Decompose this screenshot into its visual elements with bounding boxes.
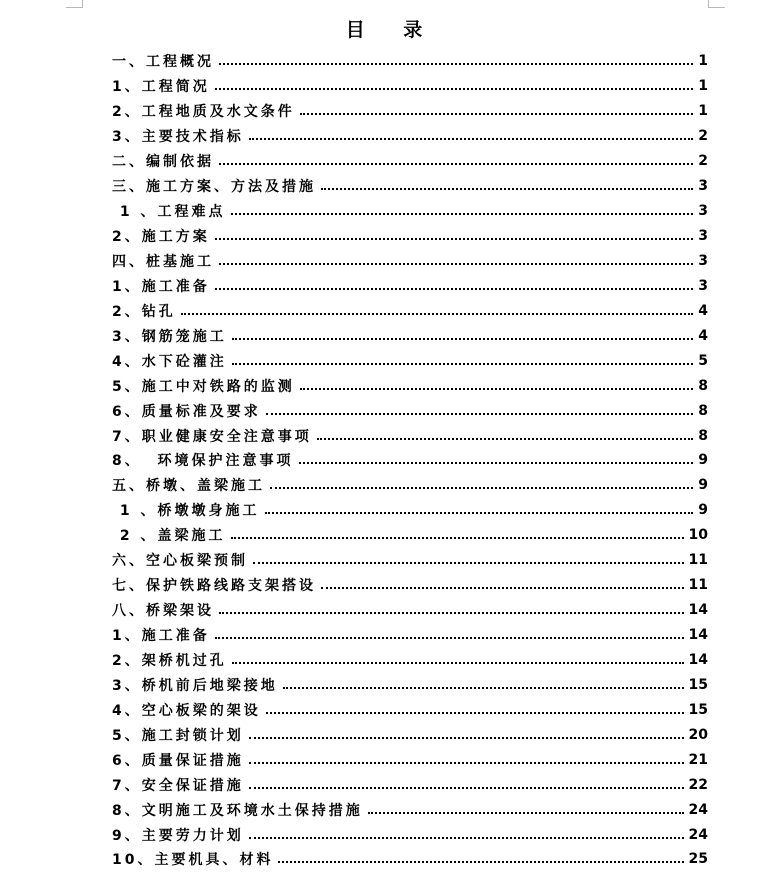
toc-dot-leader — [253, 562, 684, 564]
toc-entry[interactable] — [112, 398, 708, 423]
toc-entry-page-number: 4 — [698, 302, 708, 319]
toc-entry-label: 七、保护铁路线路支架搭设 — [112, 578, 316, 595]
toc-dot-leader — [181, 313, 694, 315]
toc-dot-leader — [283, 687, 684, 689]
toc-entry-label: 二、编制依据 — [112, 154, 214, 171]
toc-dot-leader — [300, 113, 694, 115]
toc-entry-label: 1、施工准备 — [112, 278, 210, 295]
toc-entry-page-number: 9 — [698, 502, 708, 519]
toc-entry[interactable] — [112, 74, 708, 99]
toc-entry-page-number: 2 — [698, 128, 708, 145]
toc-entry[interactable] — [112, 348, 708, 373]
toc-entry-page-number: 3 — [698, 178, 708, 195]
toc-entry-label: 6、质量标准及要求 — [112, 403, 261, 420]
toc-entry-label: 9、主要劳力计划 — [112, 827, 244, 844]
table-of-contents — [112, 49, 708, 872]
toc-entry-page-number: 14 — [688, 651, 708, 668]
toc-entry-page-number: 15 — [688, 676, 708, 693]
toc-entry[interactable] — [112, 573, 708, 598]
toc-entry[interactable] — [112, 224, 708, 249]
toc-dot-leader — [321, 587, 684, 589]
toc-dot-leader — [219, 263, 693, 265]
toc-entry[interactable] — [112, 722, 708, 747]
toc-dot-leader — [299, 462, 694, 464]
toc-entry-label: 4、空心板梁的架设 — [112, 702, 261, 719]
toc-entry-page-number: 25 — [688, 851, 708, 868]
toc-entry-label: 1 、工程难点 — [112, 204, 226, 221]
toc-dot-leader — [215, 288, 694, 290]
toc-dot-leader — [249, 138, 694, 140]
toc-entry-page-number: 9 — [698, 452, 708, 469]
toc-entry-page-number: 9 — [698, 477, 708, 494]
toc-entry-label: 4、水下砼灌注 — [112, 353, 227, 370]
toc-entry-label: 10、主要机具、材料 — [112, 852, 274, 869]
toc-entry-page-number: 24 — [688, 801, 708, 818]
toc-entry-page-number: 10 — [688, 527, 708, 544]
page-corner-mark-left — [66, 0, 83, 8]
toc-entry-page-number: 1 — [698, 103, 708, 120]
toc-entry[interactable] — [112, 149, 708, 174]
toc-entry-page-number: 8 — [698, 402, 708, 419]
toc-entry[interactable] — [112, 49, 708, 74]
toc-entry[interactable] — [112, 423, 708, 448]
toc-dot-leader — [249, 737, 684, 739]
toc-dot-leader — [317, 438, 694, 440]
toc-entry-label: 四、桩基施工 — [112, 253, 214, 270]
toc-dot-leader — [300, 388, 694, 390]
toc-entry-label: 2、工程地质及水文条件 — [112, 104, 295, 121]
toc-entry-page-number: 24 — [688, 826, 708, 843]
page-corner-mark-right — [708, 0, 725, 8]
toc-entry-label: 2、施工方案 — [112, 229, 210, 246]
toc-entry-page-number: 8 — [698, 377, 708, 394]
toc-entry[interactable] — [112, 174, 708, 199]
toc-entry-page-number: 20 — [688, 726, 708, 743]
toc-entry[interactable] — [112, 124, 708, 149]
toc-entry-label: 1 、桥墩墩身施工 — [112, 503, 260, 520]
toc-dot-leader — [249, 837, 684, 839]
toc-dot-leader — [266, 712, 684, 714]
toc-entry-label: 一、工程概况 — [112, 54, 214, 71]
toc-entry-label: 5、施工中对铁路的监测 — [112, 378, 295, 395]
toc-entry-page-number: 8 — [698, 427, 708, 444]
toc-entry[interactable] — [112, 498, 708, 523]
toc-entry-label: 三、施工方案、方法及措施 — [112, 179, 316, 196]
toc-entry-page-number: 15 — [688, 701, 708, 718]
toc-dot-leader — [219, 163, 693, 165]
toc-dot-leader — [249, 787, 684, 789]
toc-entry-label: 5、施工封锁计划 — [112, 727, 244, 744]
toc-entry-label: 八、桥梁架设 — [112, 603, 214, 620]
toc-entry-label: 2、钻孔 — [112, 303, 176, 320]
toc-entry-page-number: 1 — [698, 78, 708, 95]
toc-entry-page-number: 3 — [698, 277, 708, 294]
toc-entry-label: 8、文明施工及环境水土保持措施 — [112, 802, 363, 819]
toc-entry[interactable] — [112, 323, 708, 348]
toc-entry-page-number: 4 — [698, 327, 708, 344]
toc-entry-page-number: 22 — [688, 776, 708, 793]
toc-dot-leader — [249, 762, 684, 764]
toc-entry-label: 五、桥墩、盖梁施工 — [112, 478, 265, 495]
toc-entry-label: 1、施工准备 — [112, 628, 210, 645]
toc-entry[interactable] — [112, 598, 708, 623]
toc-dot-leader — [219, 612, 684, 614]
toc-entry[interactable] — [112, 822, 708, 847]
toc-title: 目 录 — [345, 19, 439, 41]
toc-entry-label: 2 、盖梁施工 — [112, 528, 226, 545]
toc-entry[interactable] — [112, 623, 708, 648]
toc-entry[interactable] — [112, 523, 708, 548]
toc-entry-page-number: 5 — [698, 352, 708, 369]
toc-entry-page-number: 1 — [698, 53, 708, 70]
toc-entry[interactable] — [112, 847, 708, 872]
toc-entry-label: 8、 环境保护注意事项 — [112, 453, 294, 470]
toc-dot-leader — [265, 512, 694, 514]
toc-dot-leader — [215, 637, 684, 639]
toc-dot-leader — [232, 338, 694, 340]
toc-dot-leader — [231, 537, 684, 539]
toc-entry[interactable] — [112, 672, 708, 697]
toc-dot-leader — [278, 861, 683, 863]
toc-entry[interactable] — [112, 697, 708, 722]
toc-entry-label: 3、钢筋笼施工 — [112, 328, 227, 345]
toc-entry-page-number: 3 — [698, 252, 708, 269]
toc-entry[interactable] — [112, 273, 708, 298]
toc-entry-page-number: 11 — [688, 577, 708, 594]
toc-dot-leader — [232, 662, 684, 664]
toc-entry-label: 2、架桥机过孔 — [112, 652, 227, 669]
toc-entry-page-number: 14 — [688, 602, 708, 619]
toc-entry-page-number: 11 — [688, 552, 708, 569]
toc-entry-page-number: 2 — [698, 153, 708, 170]
toc-entry-label: 3、桥机前后地梁接地 — [112, 677, 278, 694]
toc-entry-page-number: 21 — [688, 751, 708, 768]
toc-entry[interactable] — [112, 473, 708, 498]
toc-entry-label: 7、安全保证措施 — [112, 777, 244, 794]
toc-entry[interactable] — [112, 448, 708, 473]
toc-entry-label: 3、主要技术指标 — [112, 129, 244, 146]
toc-dot-leader — [368, 812, 684, 814]
toc-entry[interactable] — [112, 772, 708, 797]
toc-dot-leader — [321, 188, 693, 190]
toc-entry-label: 7、职业健康安全注意事项 — [112, 428, 312, 445]
toc-dot-leader — [215, 88, 694, 90]
toc-entry[interactable] — [112, 548, 708, 573]
toc-dot-leader — [266, 413, 694, 415]
toc-entry-page-number: 14 — [688, 627, 708, 644]
toc-entry[interactable] — [112, 99, 708, 124]
toc-dot-leader — [215, 238, 694, 240]
toc-entry[interactable] — [112, 199, 708, 224]
toc-entry[interactable] — [112, 249, 708, 274]
toc-entry-label: 6、质量保证措施 — [112, 752, 244, 769]
toc-entry-page-number: 3 — [698, 228, 708, 245]
toc-dot-leader — [232, 363, 694, 365]
toc-entry-page-number: 3 — [698, 203, 708, 220]
toc-entry[interactable] — [112, 298, 708, 323]
toc-entry[interactable] — [112, 747, 708, 772]
toc-entry[interactable] — [112, 797, 708, 822]
toc-dot-leader — [219, 63, 693, 65]
toc-entry-label: 六、空心板梁预制 — [112, 553, 248, 570]
toc-entry[interactable] — [112, 648, 708, 673]
toc-entry[interactable] — [112, 373, 708, 398]
toc-entry-label: 1、工程简况 — [112, 79, 210, 96]
toc-dot-leader — [231, 213, 694, 215]
toc-dot-leader — [270, 487, 693, 489]
